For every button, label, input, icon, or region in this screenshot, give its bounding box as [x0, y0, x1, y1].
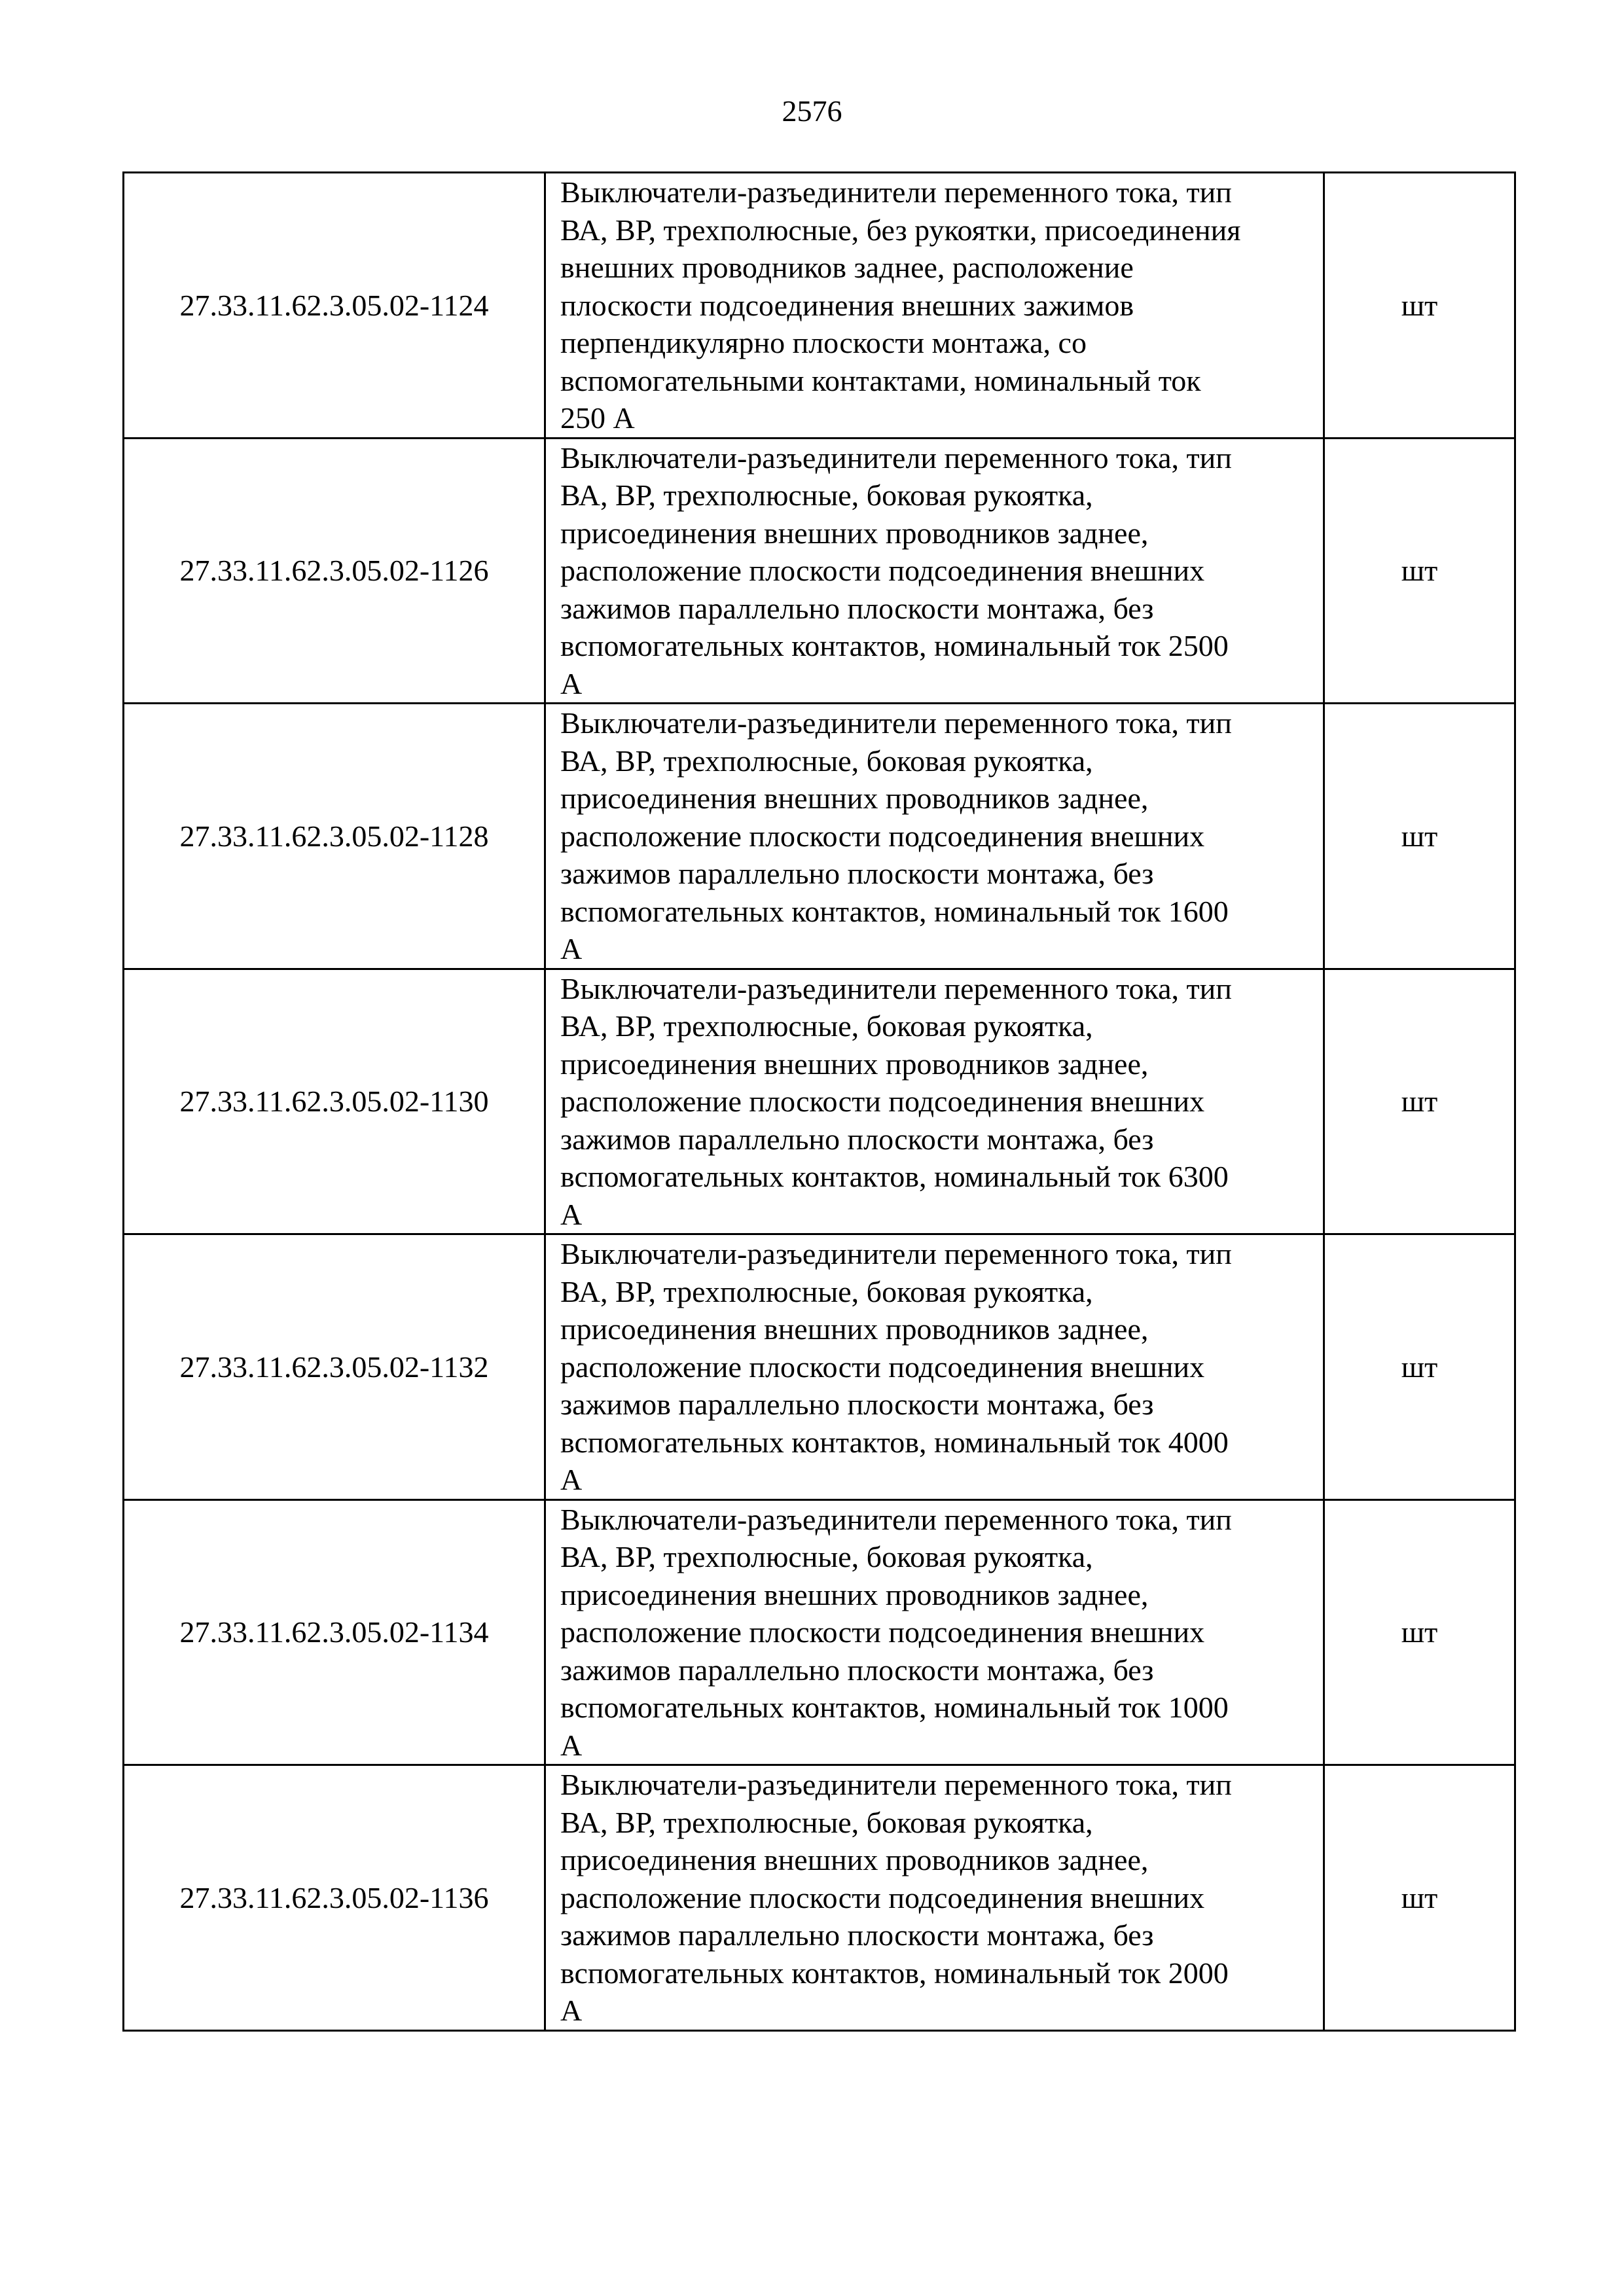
table-row	[124, 969, 1515, 1234]
resource-description	[545, 1765, 1324, 2031]
description-line: присоединения внешних проводников заднее,	[560, 1577, 1149, 1611]
description-line: А	[560, 1728, 583, 1762]
description-line: ВА, ВР, трехполюсные, без рукоятки, присоединения	[560, 213, 1241, 247]
table-row	[124, 1234, 1515, 1500]
resource-code: 27.33.11.62.3.05.02-1134	[124, 1499, 545, 1765]
resource-table	[122, 171, 1516, 2032]
unit-of-measure: шт	[1324, 438, 1515, 704]
description-line: Выключатели-разъединители переменного тока, тип	[560, 1768, 1232, 1801]
resource-code: 27.33.11.62.3.05.02-1128	[124, 704, 545, 969]
table-row	[124, 173, 1515, 439]
description-line: зажимов параллельно плоскости монтажа, без	[560, 1918, 1154, 1952]
description-line: А	[560, 1197, 583, 1231]
resource-code: 27.33.11.62.3.05.02-1124	[124, 173, 545, 439]
resource-code: 27.33.11.62.3.05.02-1130	[124, 969, 545, 1234]
description-line: присоединения внешних проводников заднее,	[560, 781, 1149, 815]
description-line: ВА, ВР, трехполюсные, боковая рукоятка,	[560, 1274, 1093, 1308]
description-line: расположение плоскости подсоединения внешних	[560, 554, 1205, 587]
unit-of-measure: шт	[1324, 1234, 1515, 1500]
description-line: Выключатели-разъединители переменного тока, тип	[560, 440, 1232, 475]
description-line: ВА, ВР, трехполюсные, боковая рукоятка,	[560, 1009, 1093, 1043]
page-number: 2576	[782, 94, 842, 128]
description-line: внешних проводников заднее, расположение	[560, 251, 1134, 284]
description-line: зажимов параллельно плоскости монтажа, без	[560, 591, 1154, 625]
resource-code: 27.33.11.62.3.05.02-1126	[124, 438, 545, 704]
resource-description	[545, 704, 1324, 969]
description-line: расположение плоскости подсоединения внешних	[560, 1615, 1205, 1649]
resource-code: 27.33.11.62.3.05.02-1132	[124, 1234, 545, 1500]
description-line: А	[560, 666, 583, 700]
description-line: Выключатели-разъединители переменного тока, тип	[560, 706, 1232, 740]
description-line: ВА, ВР, трехполюсные, боковая рукоятка,	[560, 1805, 1093, 1839]
unit-of-measure: шт	[1324, 969, 1515, 1234]
description-line: А	[560, 1994, 583, 2027]
unit-of-measure: шт	[1324, 1765, 1515, 2031]
resource-description	[545, 173, 1324, 439]
description-line: Выключатели-разъединители переменного тока, тип	[560, 1502, 1232, 1536]
description-line: зажимов параллельно плоскости монтажа, без	[560, 857, 1154, 890]
table-row	[124, 704, 1515, 969]
description-line: присоединения внешних проводников заднее,	[560, 1047, 1149, 1081]
description-line: вспомогательных контактов, номинальный ток 6300	[560, 1160, 1229, 1193]
description-line: присоединения внешних проводников заднее,	[560, 1843, 1149, 1876]
description-line: расположение плоскости подсоединения внешних	[560, 1085, 1205, 1118]
description-line: плоскости подсоединения внешних зажимов	[560, 288, 1134, 322]
description-line: А	[560, 1463, 583, 1496]
description-line: зажимов параллельно плоскости монтажа, без	[560, 1653, 1154, 1687]
unit-of-measure: шт	[1324, 704, 1515, 969]
description-line: зажимов параллельно плоскости монтажа, без	[560, 1388, 1154, 1421]
description-line: Выключатели-разъединители переменного тока, тип	[560, 175, 1232, 209]
table-row	[124, 1499, 1515, 1765]
description-line: зажимов параллельно плоскости монтажа, без	[560, 1122, 1154, 1156]
description-line: присоединения внешних проводников заднее,	[560, 516, 1149, 550]
description-line: вспомогательных контактов, номинальный ток 2500	[560, 629, 1229, 662]
description-line: вспомогательных контактов, номинальный ток 1600	[560, 894, 1229, 928]
description-line: вспомогательных контактов, номинальный ток 4000	[560, 1425, 1229, 1459]
description-line: Выключатели-разъединители переменного тока, тип	[560, 971, 1232, 1005]
description-line: расположение плоскости подсоединения внешних	[560, 1880, 1205, 1914]
resource-description	[545, 1499, 1324, 1765]
resource-code: 27.33.11.62.3.05.02-1136	[124, 1765, 545, 2031]
description-line: присоединения внешних проводников заднее,	[560, 1312, 1149, 1346]
table-row	[124, 1765, 1515, 2031]
unit-of-measure: шт	[1324, 1499, 1515, 1765]
description-line: 250 А	[560, 401, 635, 435]
description-line: расположение плоскости подсоединения внешних	[560, 819, 1205, 853]
resource-description	[545, 438, 1324, 704]
description-line: вспомогательных контактов, номинальный ток 1000	[560, 1691, 1229, 1724]
description-line: ВА, ВР, трехполюсные, боковая рукоятка,	[560, 478, 1093, 512]
resource-description	[545, 1234, 1324, 1500]
description-line: Выключатели-разъединители переменного тока, тип	[560, 1237, 1232, 1270]
table-row	[124, 438, 1515, 704]
description-line: перпендикулярно плоскости монтажа, со	[560, 326, 1087, 359]
description-line: вспомогательными контактами, номинальный ток	[560, 363, 1201, 397]
description-line: вспомогательных контактов, номинальный ток 2000	[560, 1956, 1229, 1990]
resource-description	[545, 969, 1324, 1234]
unit-of-measure: шт	[1324, 173, 1515, 439]
description-line: ВА, ВР, трехполюсные, боковая рукоятка,	[560, 744, 1093, 778]
description-line: ВА, ВР, трехполюсные, боковая рукоятка,	[560, 1540, 1093, 1573]
description-line: расположение плоскости подсоединения внешних	[560, 1350, 1205, 1384]
description-line: А	[560, 932, 583, 965]
